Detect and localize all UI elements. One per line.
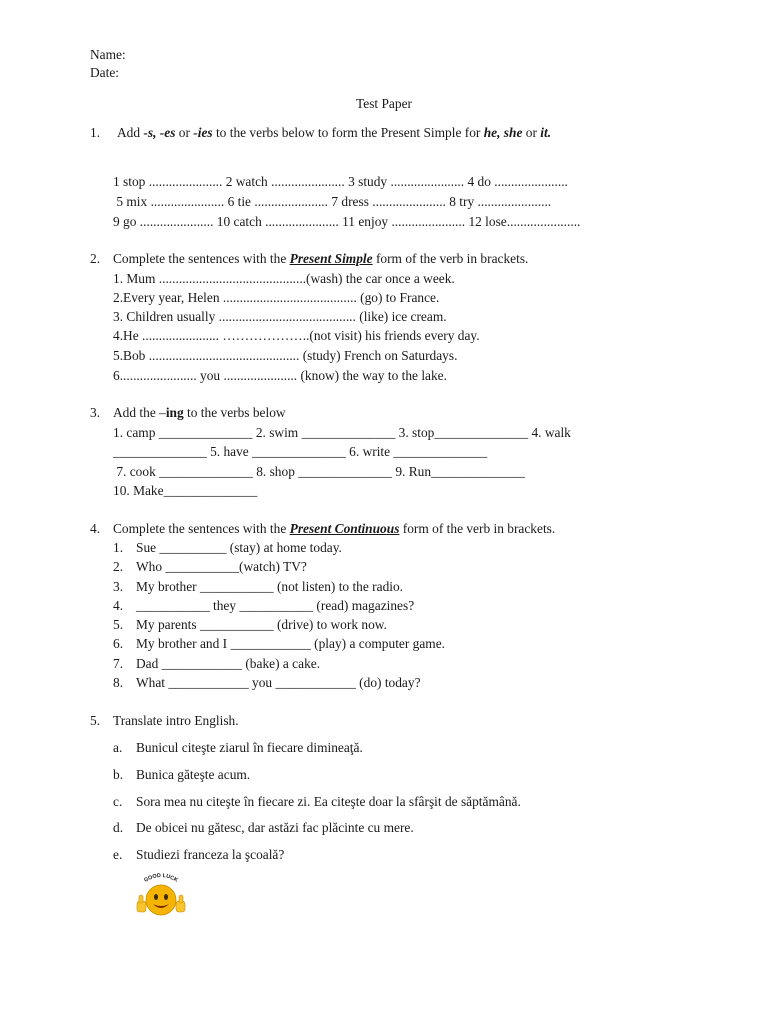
exercise-5-item: De obicei nu gătesc, dar astăzi fac plăcinte cu mere. xyxy=(136,820,414,835)
exercise-4-item-number: 3. xyxy=(113,579,124,594)
ex1-s-es: -s, -es xyxy=(143,125,176,140)
exercise-3-row: ______________ 5. have ______________ 6. write ______________ xyxy=(113,444,488,459)
exercise-2-number: 2. xyxy=(90,251,101,266)
ex1-or1: or xyxy=(175,125,194,140)
exercise-3-row: 1. camp ______________ 2. swim ______________ 3. stop______________ 4. walk xyxy=(113,425,571,440)
exercise-5-item-letter: b. xyxy=(113,767,124,782)
exercise-4-item: My brother and I ____________ (play) a computer game. xyxy=(136,636,446,651)
exercise-5-item-letter: d. xyxy=(113,820,124,835)
exercise-5-item-letter: c. xyxy=(113,794,123,809)
exercise-4-item-number: 2. xyxy=(113,559,124,574)
exercise-4-item-number: 5. xyxy=(113,617,124,632)
exercise-5-item: Bunicul citeşte ziarul în fiecare dimineaţă. xyxy=(136,740,363,755)
exercise-5-item: Bunica găteşte acum. xyxy=(136,767,251,782)
exercise-5-item-letter: a. xyxy=(113,740,123,755)
exercise-4-item-number: 1. xyxy=(113,540,124,555)
exercise-1-row: 1 stop ...................... 2 watch ...................... 3 study ...................... 4 do ...................... xyxy=(113,174,568,189)
exercise-2-item: 5.Bob ............................................. (study) French on Saturdays. xyxy=(113,348,458,363)
smiley-thumbs-up-icon xyxy=(132,868,190,924)
ex3-post: to the verbs below xyxy=(183,405,286,420)
ex4-post: form of the verb in brackets. xyxy=(399,521,556,536)
date-label: Date: xyxy=(90,65,119,80)
exercise-4-item: My parents ___________ (drive) to work now. xyxy=(136,617,387,632)
exercise-4-item-number: 8. xyxy=(113,675,124,690)
exercise-4-number: 4. xyxy=(90,521,101,536)
ex1-he-she: he, she xyxy=(483,125,523,140)
name-label: Name: xyxy=(90,47,126,62)
exercise-1-number: 1. xyxy=(90,125,101,140)
exercise-5-item: Studiezi franceza la şcoală? xyxy=(136,847,285,862)
exercise-1-row: 9 go ...................... 10 catch ...................... 11 enjoy ...................... 12 lose...................... xyxy=(113,214,581,229)
exercise-3-row: 7. cook ______________ 8. shop ______________ 9. Run______________ xyxy=(113,464,525,479)
exercise-2-instruction xyxy=(113,249,528,268)
exercise-2-item: 3. Children usually ......................................... (like) ice cream. xyxy=(113,309,447,324)
exercise-2-item: 6....................... you ...................... (know) the way to the lake. xyxy=(113,368,447,383)
exercise-4-item-number: 4. xyxy=(113,598,124,613)
exercise-2-item: 2.Every year, Helen ........................................ (go) to France. xyxy=(113,290,440,305)
exercise-4-item: What ____________ you ____________ (do) today? xyxy=(136,675,421,690)
ex1-it: it. xyxy=(540,125,552,140)
exercise-3-instruction xyxy=(113,403,286,422)
exercise-4-item-number: 6. xyxy=(113,636,124,651)
exercise-2-item: 4.He ....................... ………………..(not visit) his friends every day. xyxy=(113,328,480,343)
ex1-ies: -ies xyxy=(193,125,213,140)
exercise-4-item: Who ___________(watch) TV? xyxy=(136,559,307,574)
exercise-5-item: Sora mea nu citeşte în fiecare zi. Ea citeşte doar la sfârşit de săptămână. xyxy=(136,794,521,809)
good-luck-text: GOOD LUCK xyxy=(143,872,179,884)
ex1-or2: or xyxy=(522,125,541,140)
exercise-5-instruction: Translate intro English. xyxy=(113,713,239,728)
ex2-pre: Complete the sentences with the xyxy=(113,251,290,266)
exercise-3-number: 3. xyxy=(90,405,101,420)
ex4-tense: Present Continuous xyxy=(289,521,400,536)
page-title: Test Paper xyxy=(356,96,412,111)
ex4-pre: Complete the sentences with the xyxy=(113,521,290,536)
ex2-post: form of the verb in brackets. xyxy=(372,251,529,266)
exercise-5-item-letter: e. xyxy=(113,847,123,862)
exercise-2-item: 1. Mum ............................................(wash) the car once a week. xyxy=(113,271,455,286)
ex1-mid: to the verbs below to form the Present Simple for xyxy=(212,125,484,140)
ex3-ing: ing xyxy=(165,405,184,420)
exercise-1-instruction xyxy=(117,123,551,142)
ex1-pre: Add xyxy=(117,125,144,140)
exercise-4-instruction xyxy=(113,519,555,538)
exercise-1-row: 5 mix ...................... 6 tie ...................... 7 dress ...................... 8 try ...................... xyxy=(113,194,552,209)
exercise-4-item: My brother ___________ (not listen) to the radio. xyxy=(136,579,404,594)
ex3-pre: Add the – xyxy=(113,405,166,420)
exercise-4-item: Sue __________ (stay) at home today. xyxy=(136,540,342,555)
exercise-4-item: ___________ they ___________ (read) magazines? xyxy=(136,598,415,613)
exercise-3-row: 10. Make______________ xyxy=(113,483,258,498)
exercise-4-item-number: 7. xyxy=(113,656,124,671)
ex2-tense: Present Simple xyxy=(289,251,373,266)
exercise-4-item: Dad ____________ (bake) a cake. xyxy=(136,656,321,671)
exercise-5-number: 5. xyxy=(90,713,101,728)
